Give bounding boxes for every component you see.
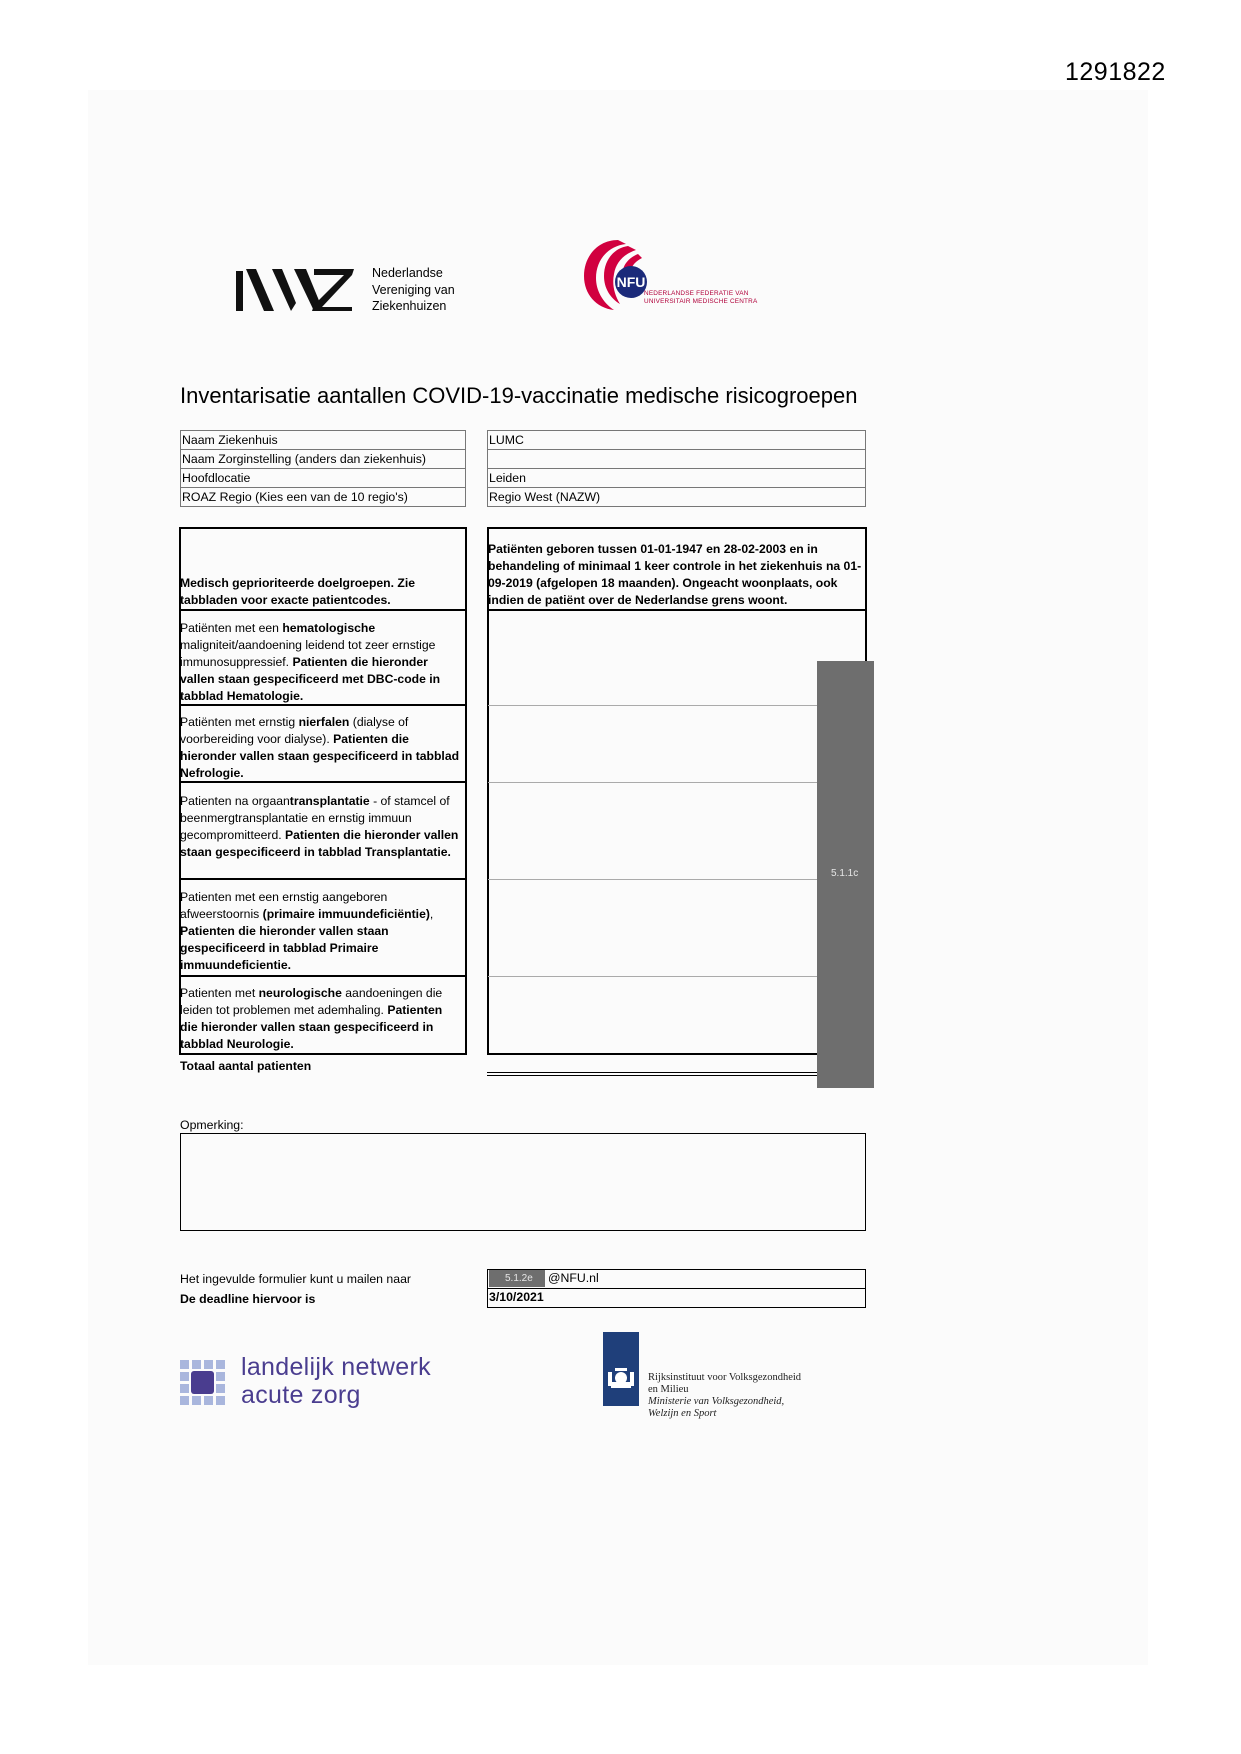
total-label: Totaal aantal patienten (180, 1059, 312, 1073)
remark-label: Opmerking: (180, 1118, 244, 1132)
emphasis-text: Patienten die hieronder vallen staan gespecificeerd in tabblad Nefrologie. (180, 732, 460, 780)
nvz-name-line: Nederlandse (372, 266, 443, 280)
target-group-neurology (180, 985, 463, 1053)
lnaz-name-line: acute zorg (241, 1381, 361, 1409)
emphasis-text: Patienten die hieronder vallen staan gespecificeerd in tabblad Primaire immuundeficientie. (180, 924, 389, 972)
nvz-name-line: Vereniging van (372, 282, 455, 297)
rivm-name (648, 1372, 801, 1420)
info-label-hospital: Naam Ziekenhuis (180, 430, 466, 450)
body-text: maligniteit/aandoening leidend tot zeer ernstige immunosuppressief. (180, 638, 436, 669)
body-text: Patienten na orgaan (180, 794, 290, 808)
emphasis-text: Patienten die hieronder vallen staan gespecificeerd in tabblad Neurologie. (180, 1003, 443, 1051)
nvz-name (372, 265, 455, 315)
rivm-name-line: Rijksinstituut voor Volksgezondheid (648, 1372, 802, 1383)
deadline-label: De deadline hiervoor is (180, 1292, 316, 1306)
emphasis-text: Patienten die hieronder vallen staan gespecificeerd in tabblad Transplantatie. (180, 828, 459, 859)
info-label-main-location: Hoofdlocatie (180, 468, 466, 488)
target-group-nephrology (180, 714, 463, 782)
document-number: 1291822 (1065, 58, 1166, 86)
total-underline (487, 1072, 867, 1073)
nfu-subtitle (644, 290, 757, 306)
remark-textarea[interactable] (180, 1133, 866, 1231)
rivm-logo-icon (603, 1332, 639, 1406)
redaction-code: 5.1.1c (831, 868, 859, 879)
info-value-roaz-region[interactable]: Regio West (NAZW) (487, 487, 866, 507)
body-text: Patiënten met een (180, 621, 283, 635)
mail-domain: @NFU.nl (548, 1271, 599, 1285)
emphasis-text: neurologische (258, 986, 342, 1000)
table-divider (179, 975, 467, 977)
total-underline (487, 1075, 867, 1076)
rivm-ministry-line: Welzijn en Sport (648, 1408, 717, 1419)
lnaz-name (241, 1353, 431, 1409)
body-text: (dialyse of voorbereiding voor dialyse). (180, 715, 409, 746)
info-value-main-location[interactable]: Leiden (487, 468, 866, 488)
body-text: Patiënten met ernstig (180, 715, 299, 729)
body-text: , (429, 907, 434, 921)
count-input-immunodeficiency[interactable] (489, 880, 814, 975)
nvz-logo-icon (236, 267, 354, 311)
nvz-name-line: Ziekenhuizen (372, 299, 447, 313)
count-input-transplantation[interactable] (489, 783, 814, 878)
target-group-immunodeficiency (180, 889, 463, 974)
emphasis-text: hematologische (282, 621, 376, 635)
info-label-roaz-region: ROAZ Regio (Kies een van de 10 regio's) (180, 487, 466, 507)
emphasis-text: nierfalen (298, 715, 350, 729)
table-divider (179, 878, 467, 880)
email-redaction-code: 5.1.2e (505, 1273, 533, 1284)
lnaz-logo-icon (180, 1360, 228, 1406)
table-header-left: Medisch geprioriteerde doelgroepen. Zie tabbladen voor exacte patientcodes. (180, 576, 415, 607)
body-text: aandoeningen die leiden tot problemen met ademhaling. (180, 986, 443, 1017)
body-text: - of stamcel of beenmergtransplantatie en ernstig immuun gecompromitteerd. (180, 794, 450, 842)
info-value-hospital[interactable]: LUMC (487, 430, 866, 450)
target-group-transplantation (180, 793, 463, 861)
table-header-right: Patiënten geboren tussen 01-01-1947 en 28-02-2003 en in behandeling of minimaal 1 keer controle in het ziekenhuis na 01-09-2019 (afgelopen 18 maanden). Ongeacht woonplaats, ook indien de patiënt over de Nederlandse grens woont. (488, 542, 862, 607)
rivm-ministry-line: Ministerie van Volksgezondheid, (648, 1396, 785, 1407)
count-input-nephrology[interactable] (489, 706, 814, 781)
rivm-name-line: en Milieu (648, 1384, 689, 1395)
nfu-mark-text: NFU (616, 274, 646, 290)
emphasis-text: transplantatie (289, 794, 370, 808)
emphasis-text: Patienten die hieronder vallen staan gespecificeerd met DBC-code in tabblad Hematologie. (180, 655, 441, 703)
info-value-care-institution[interactable] (487, 449, 866, 469)
nfu-subtitle-line: UNIVERSITAIR MEDISCHE CENTRA (644, 298, 758, 305)
table-divider (179, 609, 467, 611)
info-label-care-institution: Naam Zorginstelling (anders dan ziekenhuis) (180, 449, 466, 469)
count-input-hematology[interactable] (489, 611, 814, 704)
mail-label: Het ingevulde formulier kunt u mailen naar (180, 1272, 412, 1286)
form-title: Inventarisatie aantallen COVID-19-vaccinatie medische risicogroepen (180, 383, 858, 408)
lnaz-name-line: landelijk netwerk (241, 1353, 431, 1381)
emphasis-text: (primaire immuundeficiëntie) (262, 907, 430, 921)
target-group-hematology (180, 620, 463, 705)
deadline-value[interactable]: 3/10/2021 (487, 1288, 866, 1308)
count-input-neurology[interactable] (489, 977, 814, 1053)
body-text: Patienten met (180, 986, 259, 1000)
nfu-subtitle-line: NEDERLANDSE FEDERATIE VAN (644, 290, 749, 297)
body-text: Patienten met een ernstig aangeboren afweerstoornis (180, 890, 388, 921)
